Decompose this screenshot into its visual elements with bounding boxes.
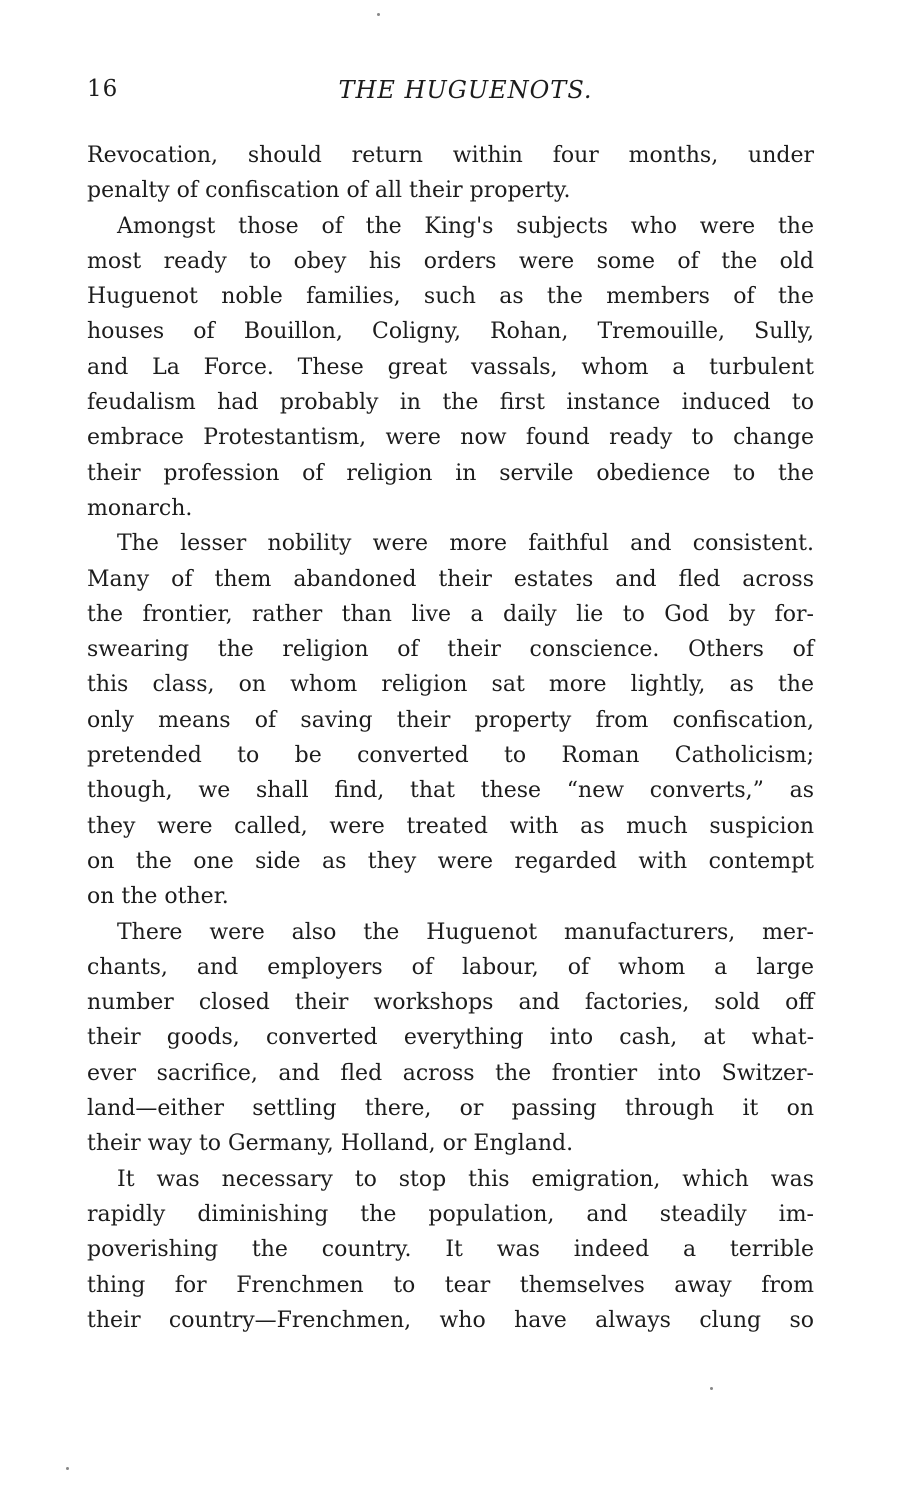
- page-number: 16: [87, 76, 119, 102]
- text-line: monarch.: [87, 495, 193, 521]
- text-line: on the other.: [87, 884, 229, 910]
- text-line: poverishing the country. It was indeed a terrible: [87, 1237, 814, 1263]
- paragraph-5: [87, 1162, 814, 1338]
- text-line: their profession of religion in servile obedience to the: [87, 460, 814, 486]
- text-line: pretended to be converted to Roman Catholicism;: [87, 743, 814, 769]
- text-line: chants, and employers of labour, of whom a large: [87, 954, 814, 980]
- text-line: ever sacrifice, and fled across the frontier into Switzer-: [87, 1060, 814, 1086]
- running-title: THE HUGUENOTS.: [338, 76, 593, 104]
- text-line: their way to Germany, Holland, or England.: [87, 1131, 574, 1157]
- text-line: Revocation, should return within four months, under: [87, 143, 814, 168]
- text-line: the frontier, rather than live a daily lie to God by for-: [87, 601, 814, 627]
- text-line: Many of them abandoned their estates and fled across: [87, 566, 814, 592]
- text-line: The lesser nobility were more faithful and consistent.: [117, 531, 814, 557]
- page-header: [87, 76, 814, 110]
- text-line: rapidly diminishing the population, and steadily im-: [87, 1201, 814, 1227]
- paragraph-4: [87, 915, 814, 1162]
- text-line: this class, on whom religion sat more lightly, as the: [87, 672, 814, 698]
- text-line: embrace Protestantism, were now found ready to change: [87, 425, 814, 451]
- text-line: swearing the religion of their conscience. Others of: [87, 637, 814, 663]
- text-line: Amongst those of the King's subjects who were the: [117, 213, 814, 239]
- scan-speck: [377, 13, 380, 16]
- text-line: thing for Frenchmen to tear themselves away from: [87, 1272, 814, 1298]
- text-line: land—either settling there, or passing through it on: [87, 1096, 814, 1122]
- text-line: their goods, converted everything into cash, at what-: [87, 1025, 814, 1051]
- body-text: [87, 138, 814, 1338]
- text-line: they were called, were treated with as much suspicion: [87, 813, 814, 839]
- text-line: their country—Frenchmen, who have always clung so: [87, 1307, 814, 1333]
- paragraph-3: [87, 526, 814, 914]
- paragraph-1: [87, 138, 814, 209]
- text-line: though, we shall find, that these “new converts,” as: [87, 778, 814, 804]
- text-line: Huguenot noble families, such as the members of the: [87, 284, 814, 310]
- text-line: There were also the Huguenot manufacturers, mer-: [117, 919, 814, 945]
- text-line: only means of saving their property from confiscation,: [87, 707, 814, 733]
- text-line: penalty of confiscation of all their property.: [87, 178, 571, 204]
- scan-speck: [710, 1387, 713, 1390]
- text-line: number closed their workshops and factories, sold off: [87, 990, 814, 1016]
- text-line: feudalism had probably in the first instance induced to: [87, 390, 814, 416]
- scan-speck: [66, 1467, 69, 1470]
- text-line: houses of Bouillon, Coligny, Rohan, Tremouille, Sully,: [87, 319, 814, 345]
- text-line: and La Force. These great vassals, whom a turbulent: [87, 354, 814, 380]
- text-line: on the one side as they were regarded with contempt: [87, 848, 814, 874]
- paragraph-2: [87, 209, 814, 527]
- text-line: most ready to obey his orders were some of the old: [87, 248, 814, 274]
- text-line: It was necessary to stop this emigration, which was: [117, 1166, 814, 1192]
